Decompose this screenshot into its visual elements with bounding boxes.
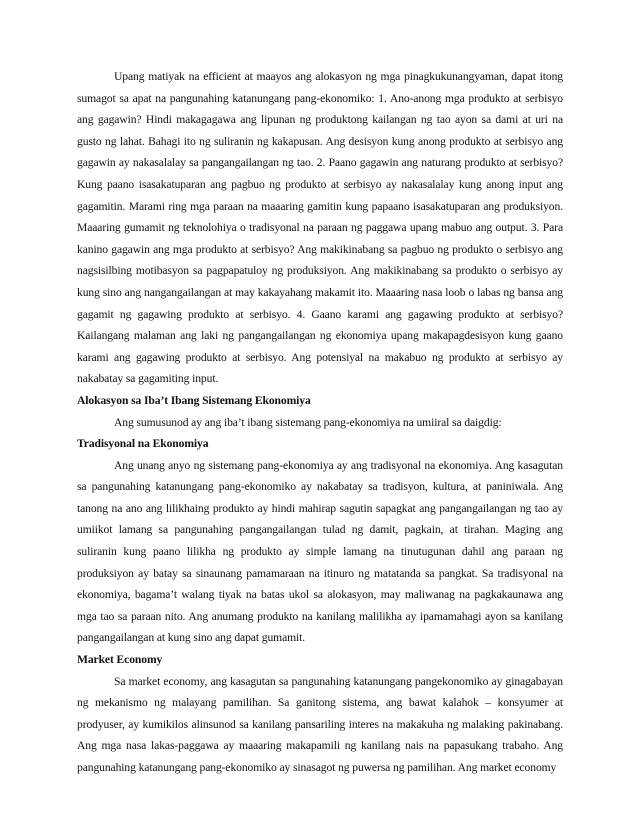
paragraph-economic-questions: Upang matiyak na efficient at maayos ang alokasyon ng mga pinagkukunangyaman, dapat itong sumagot sa apat na pangunahing katanungang pang-ekonomiko: 1. Ano-anong mga produkto at serbisyo ang gagawin? Hindi makagagawa ang lipunan ng produktong kailangan ng tao ayon sa dami at uri na gusto ng lahat. Bahagi ito ng suliranin ng kakapusan. Ang desisyon kung anong produkto at serbisyo ang gagawin ay nakasalalay sa pangangailangan ng tao. 2. Paano gagawin ang naturang produkto at serbisyo? Kung paano isasakatuparan ang pagbuo ng produkto at serbisyo ay nakasalalay kung anong input ang gagamitin. Marami ring mga paraan na maaaring gamitin kung papaano isasakatuparan ang produksiyon. Maaaring gumamit ng teknolohiya o tradisyonal na paraan ng paggawa upang mabuo ang output. 3. Para kanino gagawin ang mga produkto at serbisyo? Ang makikinabang sa pagbuo ng produkto o serbisyo ang nagsisilbing motibasyon sa pagpapatuloy ng produksiyon. Ang makikinabang sa produkto o serbisyo ay kung sino ang nangangailangan at may kakayahang makamit ito. Maaaring nasa loob o labas ng bansa ang gagamit ng gagawing produkto at serbisyo. 4. Gaano karami ang gagawing produkto at serbisyo? Kailangang malaman ang laki ng pangangailangan ng ekonomiya upang makapagdesisyon kung gaano karami ang gagawing produkto at serbisyo. Ang potensiyal na makabuo ng produkto at serbisyo ay nakabatay sa gagamiting input. <box>77 70 563 386</box>
paragraph-traditional-economy: Ang unang anyo ng sistemang pang-ekonomiya ay ang tradisyonal na ekonomiya. Ang kasagutan sa pangunahing katanungang pang-ekonomiko ay nakabatay sa tradisyon, kultura, at paniniwala. Ang tanong na ano ang lilikhaing produkto ay hindi mahirap sagutin sapagkat ang pangangailangan ng tao ay umiikot lamang sa pangunahing pangangailangan tulad ng damit, pagkain, at tirahan. Maging ang suliranin kung paano lilikha ng produkto ay simple lamang na tinutugunan dahil ang paraan ng produksiyon ay batay sa sinaunang pamamaraan na itinuro ng matatanda sa pangkat. Sa tradisyonal na ekonomiya, bagama’t walang tiyak na batas ukol sa alokasyon, may maliwanag na pagkakaunawa ang mga tao sa paraan nito. Ang anumang produkto na kanilang malilikha ay ipamamahagi ayon sa kanilang pangangailangan at kung sino ang dapat gumamit. <box>77 458 563 645</box>
paragraph-market-economy: Sa market economy, ang kasagutan sa pangunahing katanungang pangekonomiko ay ginagabayan ng mekanismo ng malayang pamilihan. Sa ganitong sistema, ang bawat kalahok – konsyumer at prodyuser, ay kumikilos alinsunod sa kanilang pansariling interes na makakuha ng malaking pakinabang. Ang mga nasa lakas-paggawa ay maaaring makapamili ng kanilang nais na papasukang trabaho. Ang pangunahing katanungang pang-ekonomiko ay sinasagot ng puwersa ng pamilihan. Ang market economy <box>77 674 563 774</box>
paragraph-systems-intro: Ang sumusunod ay ang iba’t ibang sistemang pang-ekonomiya na umiiral sa daigdig: <box>114 415 502 429</box>
heading-traditional-economy: Tradisyonal na Ekonomiya <box>77 437 209 451</box>
document-body <box>77 66 563 779</box>
heading-allocation-systems: Alokasyon sa Iba’t Ibang Sistemang Ekonomiya <box>77 393 311 407</box>
heading-market-economy: Market Economy <box>77 653 163 667</box>
